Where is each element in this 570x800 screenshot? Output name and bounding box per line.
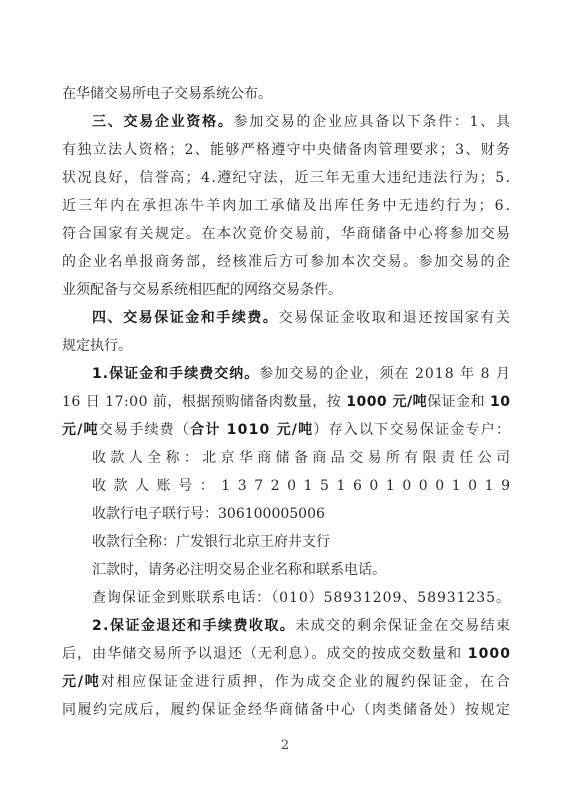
text-line (62, 224, 570, 244)
line-text (92, 616, 511, 636)
text-line (62, 420, 570, 440)
text-line (92, 560, 570, 580)
text-run: 参加交易的企业，须在 2018 年 8 月 (259, 366, 512, 382)
page-number: 2 (280, 738, 290, 753)
text-run: 后，由华储交易所予以退还（无利息）。成交的按成交数量和 (62, 646, 468, 662)
text-run: 规定执行。 (62, 338, 132, 354)
text-run: 汇款时，请务必注明交易企业名称和联系电话。 (92, 562, 386, 578)
line-text (62, 336, 132, 356)
text-line (92, 532, 570, 552)
line-text (92, 588, 511, 608)
line-text (92, 112, 512, 132)
text-line (62, 252, 570, 272)
text-run: 交易保证金收取和退还按国家有关 (278, 310, 512, 326)
text-run: 近三年内在承担冻牛羊肉加工承储及出库任务中无违约行为；6. (62, 198, 513, 214)
text-run: 未成交的剩余保证金在交易结束 (295, 618, 512, 634)
bold-text-run: 1000 元/吨 (346, 394, 428, 410)
bold-text-run: 元/吨 (62, 674, 101, 690)
text-run: 收款行电子联行号：306100005006 (92, 506, 325, 522)
bold-text-run: 元/吨 (62, 422, 99, 438)
text-run: 有独立法人资格；2、能够严格遵守中央储备肉管理要求；3、财务 (62, 142, 512, 158)
line-text (62, 224, 512, 244)
text-run: 收款行全称：广发银行北京王府井支行 (92, 534, 330, 550)
text-run: 对相应保证金进行质押，作为成交企业的履约保证金，在合 (100, 674, 512, 690)
bold-text-run: 四、交易保证金和手续费。 (92, 310, 279, 326)
text-run: ）存入以下交易保证金专户： (313, 422, 512, 438)
line-text (92, 504, 325, 524)
text-line (62, 700, 570, 720)
text-run: 参加交易的企业应具备以下条件：1、具 (233, 114, 512, 130)
text-run: 保证金和 (427, 394, 491, 410)
text-run: 的企业名单报商务部，经核准后方可参加本次交易。参加交易的企 (62, 254, 512, 270)
text-run: 状况良好，信誉高；4.遵纪守法，近三年无重大违纪违法行为；5. (62, 170, 512, 186)
text-line (62, 140, 570, 160)
line-text (92, 364, 511, 384)
line-text (62, 140, 511, 160)
line-text (92, 448, 514, 468)
text-run: 在华储交易所电子交易系统公布。 (62, 86, 272, 102)
text-run: 收款人全称：北京华商储备商品交易所有限责任公司 (92, 450, 515, 466)
bold-text-run: 合计 1010 元/吨 (190, 422, 314, 438)
text-run: 同履约完成后，履约保证金经华商储备中心（肉类储备处）按规定 (62, 702, 512, 718)
line-text (62, 392, 511, 412)
text-line (62, 644, 570, 664)
line-text (62, 168, 511, 188)
line-text (62, 84, 272, 104)
text-line (62, 168, 570, 188)
text-line (62, 196, 570, 216)
text-line (92, 504, 570, 524)
bold-text-run: 10 (490, 394, 511, 410)
bold-text-run: 1000 (467, 646, 512, 662)
text-run: 符合国家有关规定。在本次竞价交易前，华商储备中心将参加交易 (62, 226, 512, 242)
text-line (62, 84, 570, 104)
bold-text-run: 三、交易企业资格。 (92, 114, 234, 130)
text-line (92, 616, 570, 636)
text-run: 交易手续费（ (98, 422, 191, 438)
line-text (62, 280, 342, 300)
line-text (62, 700, 512, 720)
text-run: 收款人账号：137201516010001019 (92, 478, 518, 494)
text-line (92, 476, 570, 496)
text-run: 业须配备与交易系统相匹配的网络交易条件。 (62, 282, 342, 298)
line-text (62, 420, 511, 440)
line-text (92, 532, 330, 552)
text-line (62, 392, 570, 412)
bold-text-run: 1.保证金和手续费交纳。 (92, 366, 260, 382)
text-line (92, 588, 570, 608)
line-text (62, 644, 511, 664)
line-text (62, 672, 512, 692)
text-line (62, 336, 570, 356)
text-run: 查询保证金到账联系电话：（010）58931209、58931235。 (92, 590, 511, 606)
text-line (92, 364, 570, 384)
text-line (62, 672, 570, 692)
bold-text-run: 2.保证金退还和手续费收取。 (92, 618, 296, 634)
line-text (62, 196, 512, 216)
text-line (92, 112, 570, 132)
text-line (92, 448, 570, 468)
line-text (92, 308, 512, 328)
line-text (62, 252, 512, 272)
text-run: 16 日 17:00 前，根据预购储备肉数量，按 (62, 394, 347, 410)
text-line (92, 308, 570, 328)
text-line (62, 280, 570, 300)
line-text (92, 476, 518, 496)
line-text (92, 560, 386, 580)
